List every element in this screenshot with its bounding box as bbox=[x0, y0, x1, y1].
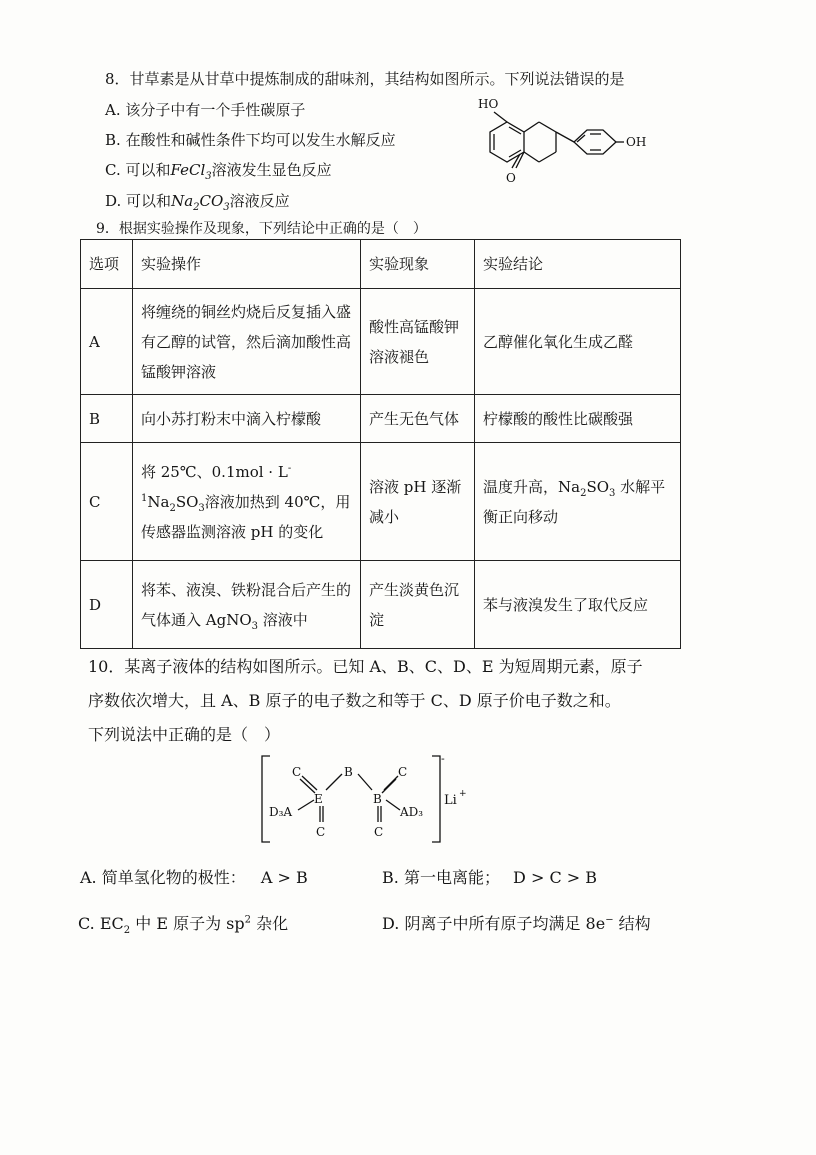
formula-na2co3: $Na_2CO_3$ bbox=[171, 192, 230, 213]
phenomenon-cell: 酸性高锰酸钾溶液褪色 bbox=[361, 289, 475, 395]
option-cell: A bbox=[81, 289, 133, 395]
option-label: C. bbox=[78, 914, 95, 933]
table-row bbox=[81, 443, 681, 561]
option-label: B. bbox=[105, 131, 121, 149]
ionic-liquid-structure bbox=[254, 750, 474, 850]
phenomenon-cell: 产生淡黄色沉淀 bbox=[361, 561, 475, 649]
atom-c-bottomright: C bbox=[374, 825, 384, 839]
option-text: 可以和 bbox=[125, 161, 171, 179]
q9-stem: 9．根据实验操作及现象，下列结论中正确的是（ ） bbox=[96, 221, 427, 237]
q10-stem-line1: 10．某离子液体的结构如图所示。已知 A、B、C、D、E 为短周期元素，原子 bbox=[88, 657, 643, 676]
q8-option-d: D. 可以和$Na_2CO_3$溶液反应 bbox=[105, 192, 290, 213]
option-label: A. bbox=[80, 868, 97, 887]
group-d3a: D₃A bbox=[269, 805, 293, 819]
option-text: 该分子中有一个手性碳原子 bbox=[125, 101, 306, 119]
lithium-charge: + bbox=[459, 789, 467, 799]
q10-option-c: C. $EC_2$ 中 E 原子为 $sp^2$ 杂化 bbox=[78, 914, 289, 937]
header-cell: 实验操作 bbox=[133, 240, 361, 289]
phenomenon-cell: 溶液 pH 逐渐减小 bbox=[361, 443, 475, 561]
conclusion-cell: 乙醇催化氧化生成乙醛 bbox=[475, 289, 681, 395]
option-label: D. bbox=[105, 192, 122, 210]
option-text: 在酸性和碱性条件下均可以发生水解反应 bbox=[125, 131, 396, 149]
q8-option-c: C. 可以和FeCl$_3$溶液发生显色反应 bbox=[105, 161, 332, 182]
operation-cell: 将缠绕的铜丝灼烧后反复插入盛有乙醇的试管，然后滴加酸性高锰酸钾溶液 bbox=[133, 289, 361, 395]
q10-option-d: D. 阴离子中所有原子均满足 8e− 结构 bbox=[382, 914, 651, 933]
atom-c-topleft: C bbox=[292, 765, 302, 779]
q8-stem: 8．甘草素是从甘草中提炼制成的甜味剂，其结构如图所示。下列说法错误的是 bbox=[105, 70, 625, 88]
liquiritigenin-structure bbox=[462, 92, 662, 198]
group-ad3: AD₃ bbox=[400, 805, 424, 819]
oh-top-label: HO bbox=[478, 97, 499, 111]
ketone-o-label: O bbox=[506, 171, 516, 185]
lithium-cation: Li bbox=[444, 793, 457, 808]
experiment-table bbox=[80, 239, 681, 649]
atom-b-right: B bbox=[373, 792, 382, 806]
table-row bbox=[81, 395, 681, 443]
operation-cell: 将 25℃、$0.1mol \cdot L^{-1}Na_2SO_3$溶液加热到 40℃，用传感器监测溶液 pH 的变化 bbox=[133, 443, 361, 561]
atom-c-topright: C bbox=[398, 765, 408, 779]
conclusion-cell: 柠檬酸的酸性比碳酸强 bbox=[475, 395, 681, 443]
table-row bbox=[81, 289, 681, 395]
header-cell: 实验结论 bbox=[475, 240, 681, 289]
q8-option-a bbox=[105, 99, 305, 120]
option-label: A. bbox=[105, 101, 121, 119]
option-cell: C bbox=[81, 443, 133, 561]
atom-e: E bbox=[314, 792, 323, 806]
formula-fecl3: FeCl$_3$ bbox=[170, 161, 212, 182]
oh-right-label: OH bbox=[626, 135, 647, 149]
q10-option-b: B. 第一电离能； D > C > B bbox=[382, 868, 598, 887]
table-row bbox=[81, 561, 681, 649]
conclusion-cell: 苯与液溴发生了取代反应 bbox=[475, 561, 681, 649]
conclusion-cell: 温度升高，$Na_2SO_3$ 水解平衡正向移动 bbox=[475, 443, 681, 561]
atom-b-bridge: B bbox=[344, 765, 353, 779]
option-cell: B bbox=[81, 395, 133, 443]
phenomenon-cell: 产生无色气体 bbox=[361, 395, 475, 443]
option-cell: D bbox=[81, 561, 133, 649]
option-label: C. bbox=[105, 161, 121, 179]
option-label: D. bbox=[382, 914, 400, 933]
header-cell: 实验现象 bbox=[361, 240, 475, 289]
option-label: B. bbox=[382, 868, 399, 887]
header-cell: 选项 bbox=[81, 240, 133, 289]
q10-stem-line3: 下列说法中正确的是（ ） bbox=[88, 725, 281, 744]
table-header-row bbox=[81, 240, 681, 289]
anion-charge: - bbox=[441, 752, 445, 765]
q10-stem-line2: 序数依次增大，且 A、B 原子的电子数之和等于 C、D 原子价电子数之和。 bbox=[88, 691, 621, 710]
q8-option-b bbox=[105, 129, 396, 150]
atom-c-bottomleft: C bbox=[316, 825, 326, 839]
operation-cell: 将苯、液溴、铁粉混合后产生的气体通入 AgNO$_3$ 溶液中 bbox=[133, 561, 361, 649]
operation-cell: 向小苏打粉末中滴入柠檬酸 bbox=[133, 395, 361, 443]
q10-option-a: A. 简单氢化物的极性： A > B bbox=[80, 868, 308, 887]
